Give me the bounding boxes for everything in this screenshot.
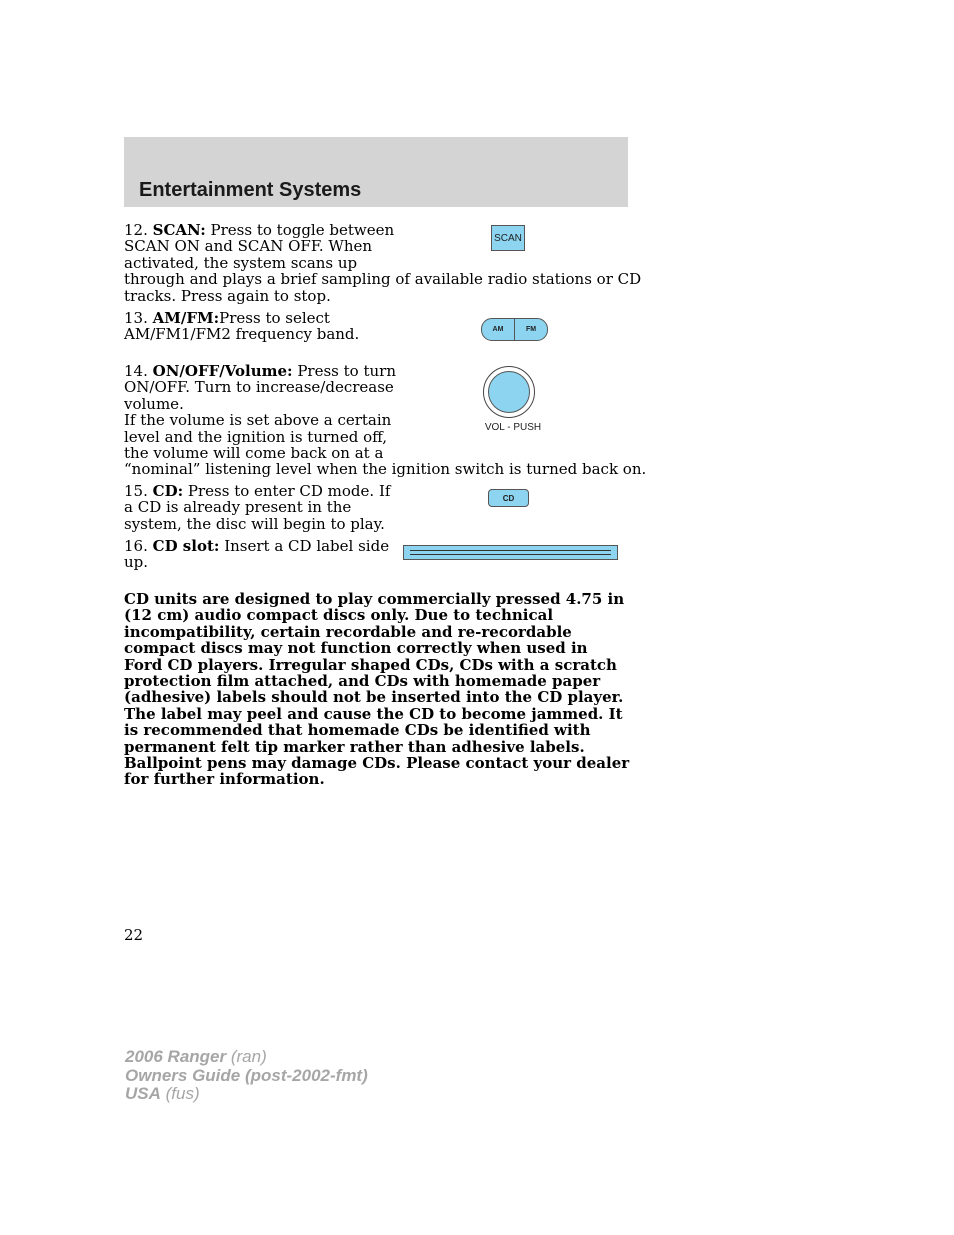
document-footer: 2006 Ranger (ran) Owners Guide (post-2002-fmt) USA (fus) [125, 1047, 368, 1103]
section-header [124, 137, 628, 207]
cd-description: 15. CD: Press to enter CD mode. If a CD is already present in the system, the disc will begin to play. [124, 482, 391, 533]
volume-description: 14. ON/OFF/Volume: Press to turn ON/OFF. Turn to increase/decrease volume. If the volume is set above a certain level and the ignition is turned off, the volume will come back on at a “nominal” listening level when the ignition switch is turned back on. [124, 362, 647, 479]
cd-slot-opening [410, 550, 611, 555]
cdslot-description: 16. CD slot: Insert a CD label side up. [124, 537, 390, 572]
volume-knob-center [488, 371, 530, 413]
cd-button-illustration: CD [488, 489, 529, 507]
cd-warning-paragraph: CD units are designed to play commercially pressed 4.75 in (12 cm) audio compact discs only. Due to technical incompatibility, certain recordable and re-recordable compact discs may not function correctly when used in Ford CD players. Irregular shaped CDs, CDs with a scratch protection film attached, and CDs with homemade paper (adhesive) labels should not be inserted into the CD player. The label may peel and cause the CD to become jammed. It is recommended that homemade CDs be identified with permanent felt tip marker rather than adhesive labels. Ballpoint pens may damage CDs. Please contact your dealer for further information. [124, 590, 630, 789]
amfm-button-illustration [481, 318, 548, 341]
cd-slot-illustration [403, 545, 618, 560]
scan-description: 12. SCAN: Press to toggle between SCAN ON and SCAN OFF. When activated, the system scans up through and plays a brief sampling of available radio stations or CD tracks. Press again to stop. [124, 221, 642, 305]
am-label: AM [492, 326, 504, 333]
volume-knob-illustration [483, 366, 535, 418]
fm-label: FM [525, 326, 537, 333]
amfm-description: 13. AM/FM:Press to select AM/FM1/FM2 frequency band. [124, 309, 360, 344]
volume-knob-label: VOL - PUSH [484, 422, 542, 433]
page-number: 22 [124, 926, 144, 944]
scan-button-illustration: SCAN [491, 225, 525, 251]
section-title: Entertainment Systems [139, 179, 362, 201]
